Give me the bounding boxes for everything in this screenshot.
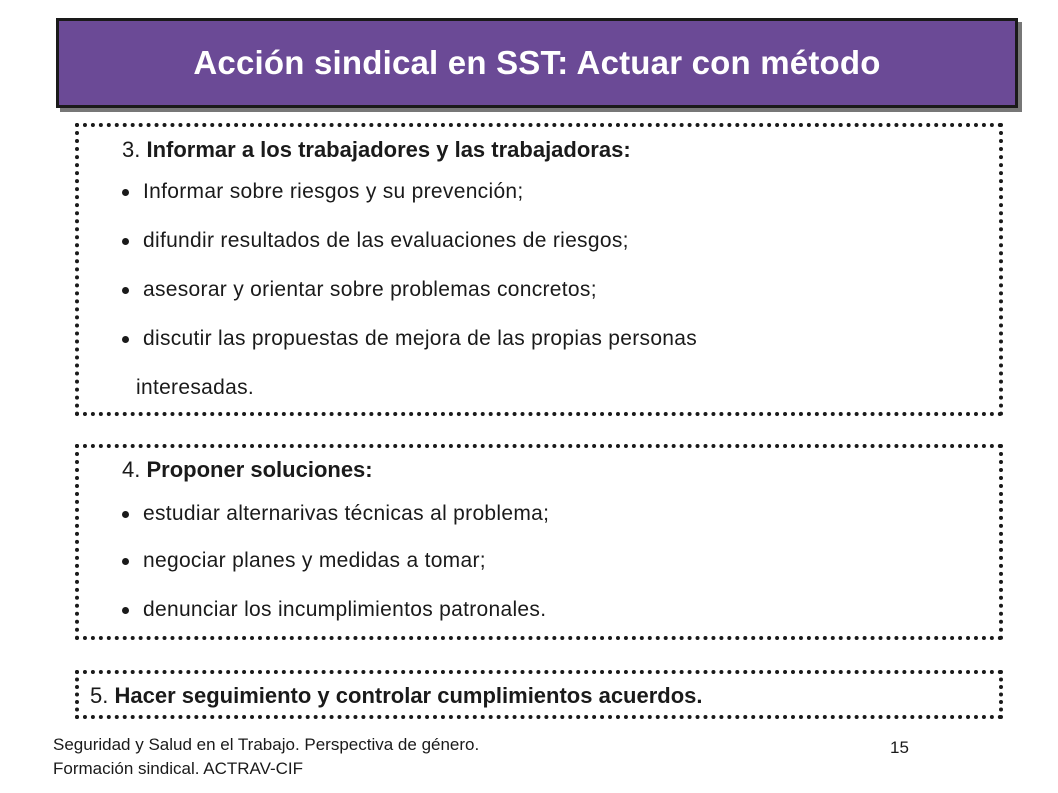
section-5-number: 5. — [90, 683, 115, 708]
footer-line-1: Seguridad y Salud en el Trabajo. Perspectiva de género. — [53, 735, 480, 754]
bullet-icon — [122, 607, 129, 614]
section-4-heading — [122, 457, 373, 483]
slide-title: Acción sindical en SST: Actuar con método — [193, 44, 881, 81]
section-4-title: Proponer soluciones: — [146, 457, 373, 482]
section-4-number: 4. — [122, 457, 147, 482]
bullet-icon — [122, 558, 129, 565]
section-3-title: Informar a los trabajadores y las trabajadoras: — [146, 137, 631, 162]
list-item: difundir resultados de las evaluaciones de riesgos; — [122, 229, 629, 253]
section-5-title: Hacer seguimiento y controlar cumplimientos acuerdos. — [114, 683, 703, 708]
bullet-icon — [122, 189, 129, 196]
list-item-continuation: interesadas. — [136, 376, 255, 399]
section-3-heading — [122, 137, 631, 163]
list-item: estudiar alternarivas técnicas al problema; — [122, 502, 549, 526]
footer-text — [53, 733, 479, 781]
list-item: Informar sobre riesgos y su prevención; — [122, 180, 524, 204]
bullet-icon — [122, 287, 129, 294]
page-number: 15 — [890, 738, 909, 757]
bullet-icon — [122, 511, 129, 518]
list-item: denunciar los incumplimientos patronales. — [122, 598, 546, 622]
list-item: discutir las propuestas de mejora de las propias personas — [122, 327, 697, 351]
list-item: asesorar y orientar sobre problemas concretos; — [122, 278, 597, 302]
section-3-box — [75, 123, 1003, 416]
section-5-heading — [90, 683, 703, 709]
list-item: negociar planes y medidas a tomar; — [122, 549, 486, 573]
bullet-icon — [122, 238, 129, 245]
bullet-icon — [122, 336, 129, 343]
section-3-number: 3. — [122, 137, 147, 162]
slide-title-bar — [56, 18, 1018, 108]
footer-line-2: Formación sindical. ACTRAV-CIF — [53, 759, 304, 778]
